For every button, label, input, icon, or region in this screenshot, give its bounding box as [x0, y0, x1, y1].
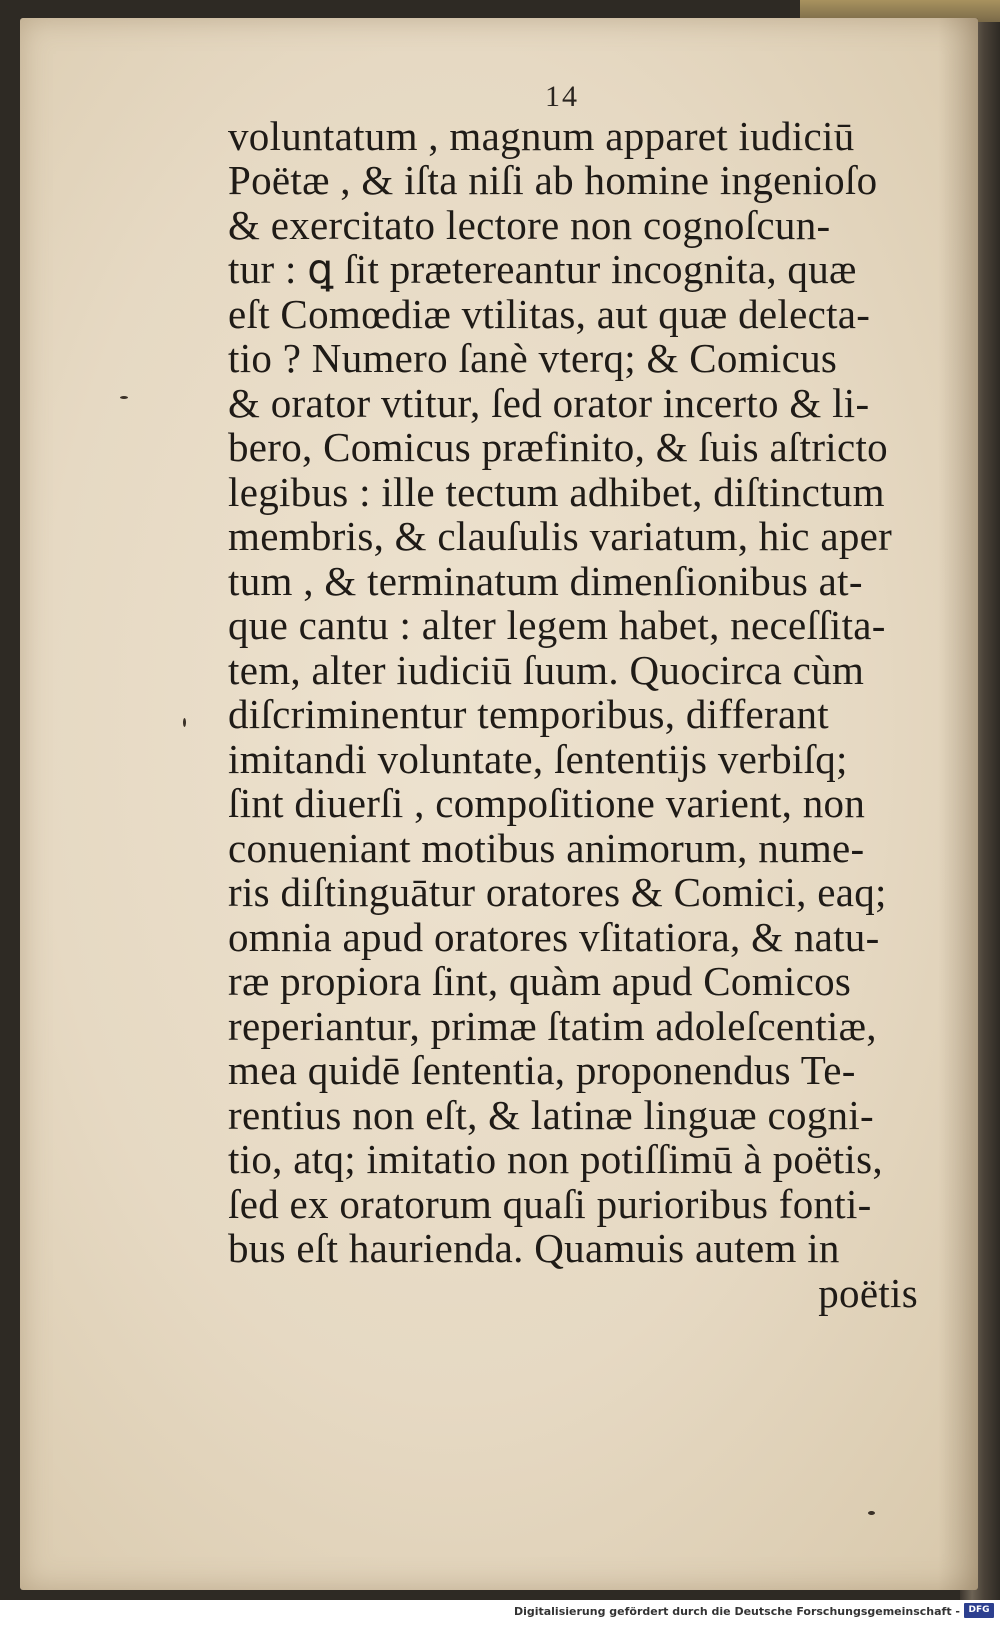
- text-line: legibus : ille tectum adhibet, diſtinctum: [228, 469, 885, 515]
- digitization-footer: [0, 1600, 1000, 1625]
- text-line: rentius non eſt, & latinæ linguæ cogni-: [228, 1092, 874, 1138]
- text-line: ris diſtinguātur oratores & Comici, eaq;: [228, 869, 887, 915]
- text-line: omnia apud oratores vſitatiora, & natu-: [228, 914, 880, 960]
- page-number: 14: [545, 80, 579, 113]
- text-line: tur : ꝗ ſit prætereantur incognita, quæ: [228, 246, 857, 292]
- text-line: voluntatum , magnum apparet iudiciū: [228, 113, 855, 159]
- text-line: ſed ex oratorum quaſi purioribus fonti-: [228, 1181, 872, 1227]
- catchword: poëtis: [818, 1270, 918, 1316]
- text-line: & orator vtitur, ſed orator incerto & li-: [228, 380, 870, 426]
- text-line: ſint diuerſi , compoſitione varient, non: [228, 780, 866, 826]
- text-line: conueniant motibus animorum, nume-: [228, 825, 865, 871]
- text-line: tio ? Numero ſanè vterq; & Comicus: [228, 335, 838, 381]
- text-line: Poëtæ , & iſta niſi ab homine ingenioſo: [228, 157, 878, 203]
- text-line: membris, & clauſulis variatum, hic aper: [228, 513, 893, 559]
- text-line: que cantu : alter legem habet, neceſſita-: [228, 602, 886, 648]
- text-line: mea quidē ſententia, proponendus Te-: [228, 1047, 856, 1093]
- funding-credit-text: Digitalisierung gefördert durch die Deutsche Forschungsgemeinschaft -: [513, 1605, 960, 1618]
- text-line: & exercitato lectore non cognoſcun-: [228, 202, 831, 248]
- text-line: bero, Comicus præfinito, & ſuis aſtricto: [228, 424, 888, 470]
- text-line: ræ propiora ſint, quàm apud Comicos: [228, 958, 852, 1004]
- dfg-logo: DFG: [964, 1603, 994, 1618]
- text-line: eſt Comœdiæ vtilitas, aut quæ delecta-: [228, 291, 871, 337]
- text-line: tum , & terminatum dimenſionibus at-: [228, 558, 863, 604]
- text-line: bus eſt haurienda. Quamuis autem in: [228, 1225, 840, 1271]
- text-line: diſcriminentur temporibus, differant: [228, 691, 829, 737]
- text-line: tio, atq; imitatio non potiſſimū à poëtis,: [228, 1136, 883, 1182]
- text-line: imitandi voluntate, ſententijs verbiſq;: [228, 736, 848, 782]
- text-line: tem, alter iudiciū ſuum. Quocirca cùm: [228, 647, 865, 693]
- text-line: reperiantur, primæ ſtatim adoleſcentiæ,: [228, 1003, 877, 1049]
